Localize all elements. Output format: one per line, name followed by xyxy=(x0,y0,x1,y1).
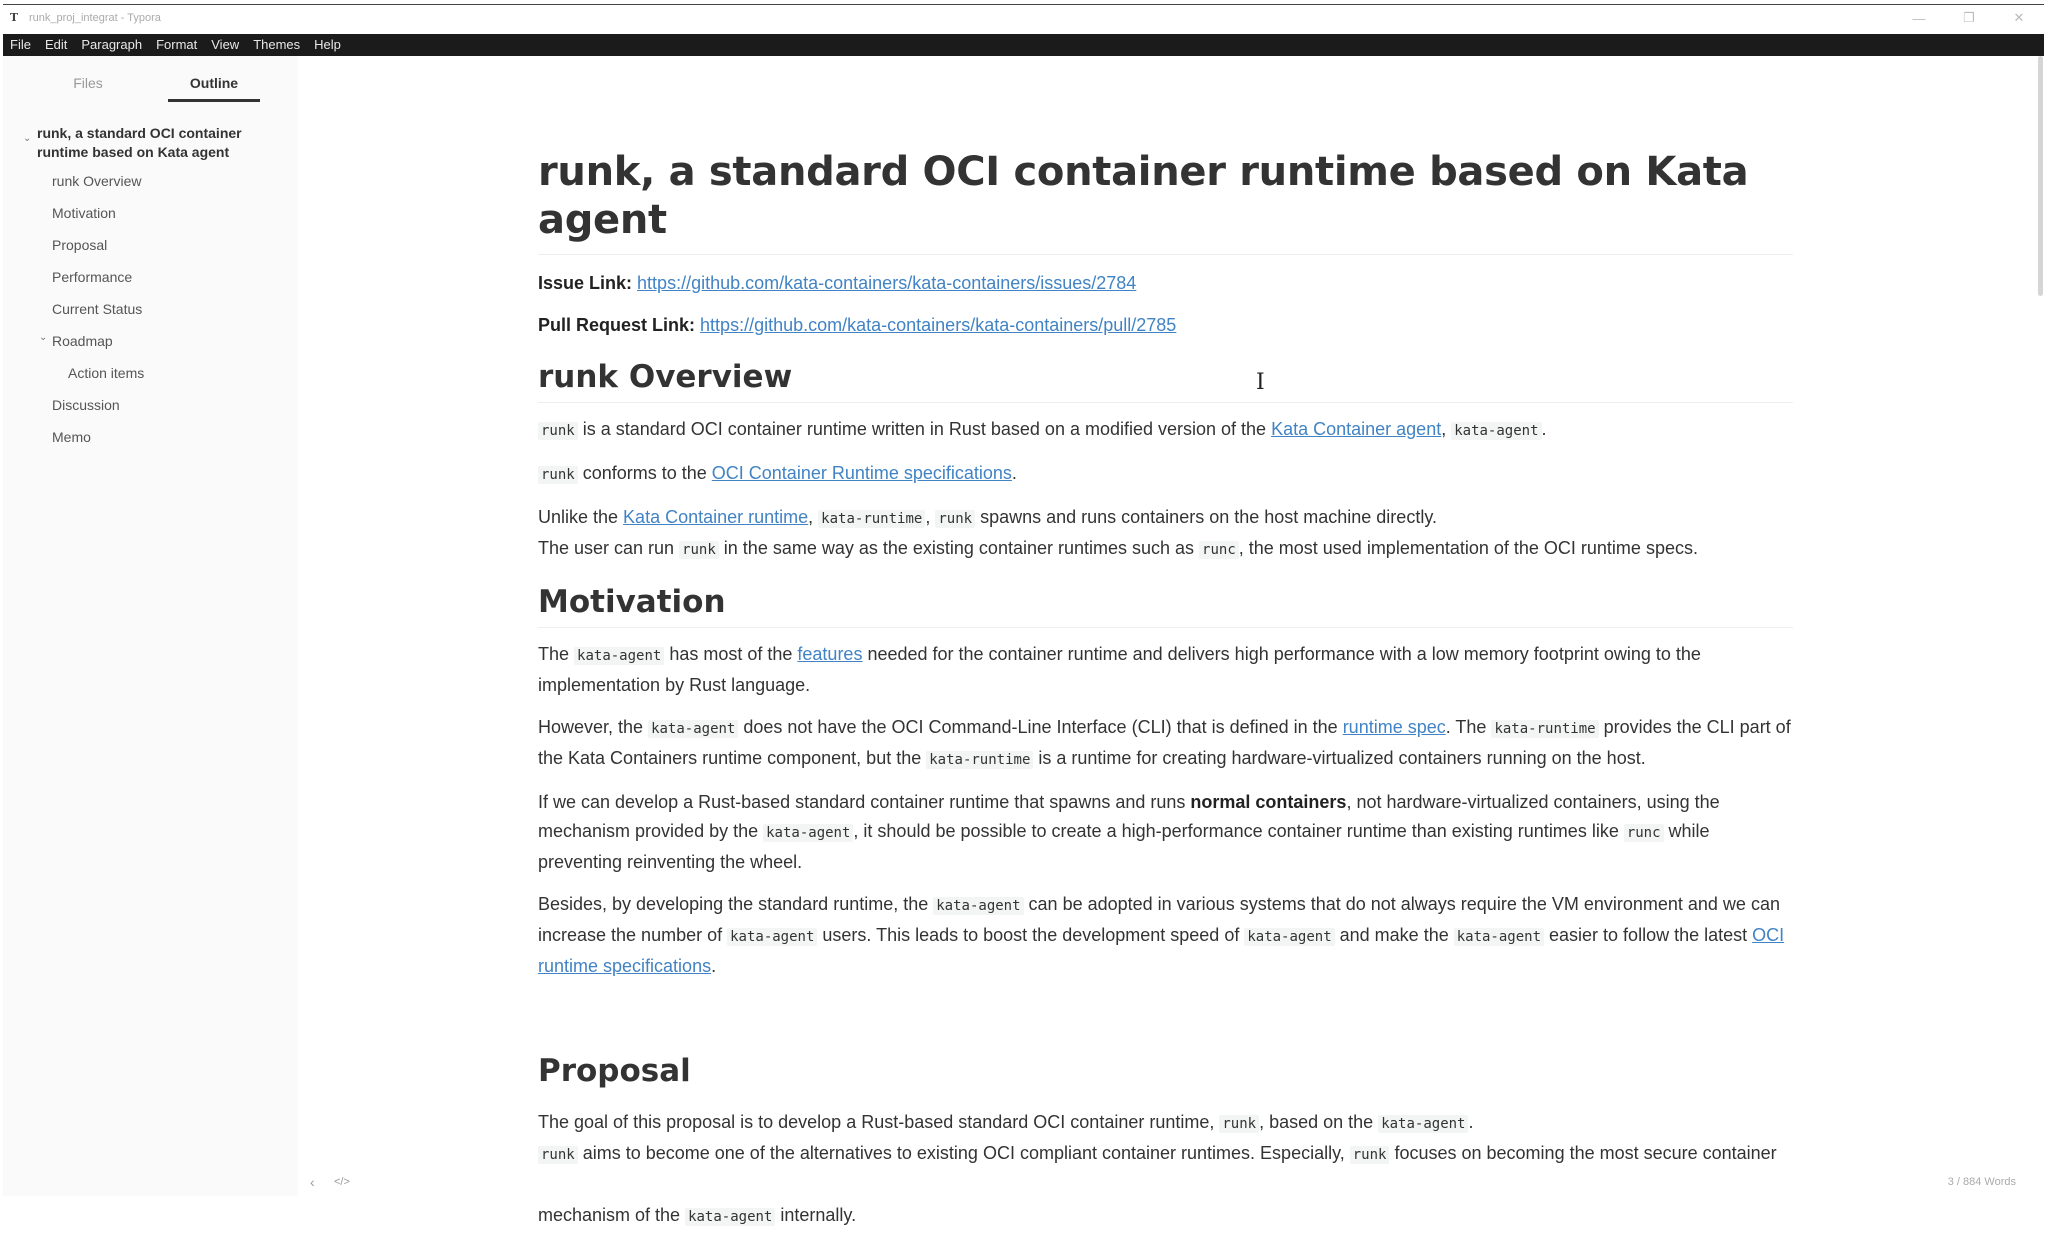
inline-code: kata-agent xyxy=(648,720,738,738)
inline-code: kata-runtime xyxy=(1491,720,1598,738)
scroll-thumb[interactable] xyxy=(2038,56,2043,296)
text: can be adopted in various systems that do not always require the VM environment and we can increase the number of xyxy=(538,894,1780,945)
text: is a standard OCI container runtime written in Rust based on a modified version of the xyxy=(577,419,1272,439)
link-features[interactable]: features xyxy=(797,644,863,664)
text: and make the xyxy=(1334,925,1454,945)
outline-item-performance[interactable]: Performance xyxy=(52,269,133,285)
inline-code: kata-agent xyxy=(933,897,1023,915)
text: , based on the xyxy=(1259,1112,1379,1132)
text: users. This leads to boost the development speed of xyxy=(817,925,1245,945)
menu-paragraph[interactable]: Paragraph xyxy=(81,37,143,52)
source-code-mode-icon[interactable]: </> xyxy=(334,1176,350,1188)
close-icon[interactable]: ✕ xyxy=(2013,10,2025,25)
issue-link-line xyxy=(538,269,1793,298)
outline-item-current-status[interactable]: Current Status xyxy=(52,301,143,317)
paragraph xyxy=(538,534,1793,565)
app-window xyxy=(3,4,2044,1225)
menu-file[interactable]: File xyxy=(10,37,31,52)
text: . xyxy=(1011,463,1017,483)
outline-item-memo[interactable]: Memo xyxy=(52,429,91,445)
inline-code: kata-agent xyxy=(1454,928,1544,946)
inline-code: kata-runtime xyxy=(818,510,925,528)
word-count[interactable]: 3 / 884 Words xyxy=(1947,1176,2016,1188)
text: The user can run xyxy=(538,538,680,558)
menu-view[interactable]: View xyxy=(211,37,240,52)
link-kata-runtime[interactable]: Kata Container runtime xyxy=(623,507,809,527)
inline-code: runk xyxy=(538,466,578,484)
text: . xyxy=(711,956,717,976)
outline-item-motivation[interactable]: Motivation xyxy=(52,205,116,221)
text: Besides, by developing the standard runtime, the xyxy=(538,894,934,914)
text: aims to become one of the alternatives to existing OCI compliant container runtimes. Especially, xyxy=(577,1143,1350,1163)
link-runtime-spec[interactable]: runtime spec xyxy=(1342,717,1446,737)
text: has most of the xyxy=(664,644,798,664)
menu-bar xyxy=(3,34,2044,56)
link-oci-runtime-spec[interactable]: OCI runtime specifications xyxy=(538,925,1785,976)
link-oci-spec[interactable]: OCI Container Runtime specifications xyxy=(711,463,1012,483)
restore-icon[interactable]: ❐ xyxy=(1963,10,1975,25)
paragraph xyxy=(538,1108,1793,1139)
inline-code: runk xyxy=(679,541,719,559)
outline-item-title[interactable]: runk, a standard OCI container runtime based on Kata agent xyxy=(37,125,242,160)
chevron-down-icon[interactable]: ⌄ xyxy=(23,133,32,144)
inline-code: kata-agent xyxy=(1451,422,1541,440)
outline-item-action-items[interactable]: Action items xyxy=(68,365,145,381)
document[interactable] xyxy=(538,140,1793,1245)
window-title: runk_proj_integrat - Typora xyxy=(29,12,161,24)
issue-link-label: Issue Link: xyxy=(538,273,633,293)
status-bar xyxy=(298,1170,2038,1196)
sidebar-tabs xyxy=(3,70,298,102)
spacer xyxy=(538,994,1793,1034)
inline-code: runk xyxy=(538,1146,578,1164)
inline-code: kata-agent xyxy=(1378,1115,1468,1133)
inline-code: kata-agent xyxy=(727,928,817,946)
window-controls xyxy=(1894,5,2044,31)
text: , not hardware-virtualized containers, using the mechanism provided by the xyxy=(538,792,1720,841)
text: internally. xyxy=(775,1205,857,1225)
scrollbar[interactable] xyxy=(2038,56,2044,1196)
text: . The xyxy=(1445,717,1492,737)
text: is a runtime for creating hardware-virtualized containers running on the host. xyxy=(1033,748,1646,768)
text-cursor-icon: I xyxy=(1256,370,1265,395)
text: , xyxy=(1441,419,1452,439)
text: easier to follow the latest xyxy=(1544,925,1753,945)
text: The goal of this proposal is to develop a Rust-based standard OCI container runtime, xyxy=(538,1112,1220,1132)
inline-code: kata-agent xyxy=(685,1208,775,1226)
tab-files[interactable]: Files xyxy=(73,75,103,91)
text: The xyxy=(538,644,575,664)
text: does not have the OCI Command-Line Interface (CLI) that is defined in the xyxy=(738,717,1343,737)
text: . xyxy=(1541,419,1547,439)
text: needed for the container runtime and delivers high performance with a low memory footprint owing to the implementation by Rust language. xyxy=(538,644,1701,695)
inline-code: runc xyxy=(1624,824,1664,842)
pr-link[interactable]: https://github.com/kata-containers/kata-containers/pull/2785 xyxy=(700,315,1177,335)
heading-motivation: Motivation xyxy=(538,583,1793,628)
pr-link-line xyxy=(538,311,1793,340)
text: If we can develop a Rust-based standard container runtime that spawns and runs xyxy=(538,792,1191,812)
title-bar xyxy=(3,5,2044,31)
outline-item-discussion[interactable]: Discussion xyxy=(52,397,120,413)
text: spawns and runs containers on the host machine directly. xyxy=(975,507,1437,527)
typora-logo-icon: T xyxy=(9,11,19,24)
paragraph xyxy=(538,503,1793,534)
chevron-down-icon[interactable]: ⌄ xyxy=(39,332,48,343)
paragraph xyxy=(538,713,1793,775)
text: provides the CLI part of the Kata Containers runtime component, but the xyxy=(538,717,1791,768)
bold-text: normal containers xyxy=(1190,792,1347,812)
inline-code: runk xyxy=(538,422,578,440)
heading-overview: runk Overview xyxy=(538,358,1793,403)
minimize-icon[interactable]: — xyxy=(1912,10,1926,26)
menu-themes[interactable]: Themes xyxy=(253,37,301,52)
pr-link-label: Pull Request Link: xyxy=(538,315,696,335)
menu-help[interactable]: Help xyxy=(314,37,341,52)
menu-format[interactable]: Format xyxy=(156,37,198,52)
outline-item-roadmap[interactable]: Roadmap xyxy=(52,333,113,349)
paragraph xyxy=(538,640,1793,700)
heading-proposal: Proposal xyxy=(538,1053,691,1089)
text: , xyxy=(808,507,819,527)
text: However, the xyxy=(538,717,649,737)
paragraph xyxy=(538,788,1793,877)
paragraph xyxy=(538,415,1793,446)
outline-item-proposal[interactable]: Proposal xyxy=(52,237,108,253)
inline-code: runk xyxy=(1219,1115,1259,1133)
text: , the most used implementation of the OCI runtime specs. xyxy=(1238,538,1698,558)
inline-code: runk xyxy=(1350,1146,1390,1164)
issue-link[interactable]: https://github.com/kata-containers/kata-containers/issues/2784 xyxy=(637,273,1137,293)
document-title: runk, a standard OCI container runtime based on Kata agent xyxy=(538,140,1793,255)
outline-item-overview[interactable]: runk Overview xyxy=(52,173,142,189)
toggle-sidebar-icon[interactable]: ‹ xyxy=(310,1174,315,1190)
paragraph xyxy=(538,459,1793,490)
sidebar xyxy=(3,56,298,1196)
text: while preventing reinventing the wheel. xyxy=(538,821,1710,872)
inline-code: runc xyxy=(1199,541,1239,559)
link-kata-agent[interactable]: Kata Container agent xyxy=(1271,419,1442,439)
paragraph xyxy=(538,890,1793,981)
text: Unlike the xyxy=(538,507,624,527)
text: conforms to the xyxy=(577,463,712,483)
text: mechanism of the xyxy=(538,1205,681,1225)
text: , it should be possible to create a high-performance container runtime than existing runtimes like xyxy=(853,821,1624,841)
text: , xyxy=(925,507,936,527)
inline-code: kata-runtime xyxy=(926,751,1033,769)
text: focuses on becoming the most secure container xyxy=(1394,1143,1777,1163)
inline-code: kata-agent xyxy=(763,824,853,842)
inline-code: kata-agent xyxy=(1244,928,1334,946)
tab-outline[interactable]: Outline xyxy=(168,70,260,102)
inline-code: runk xyxy=(935,510,975,528)
menu-edit[interactable]: Edit xyxy=(44,37,68,52)
text: . xyxy=(1468,1112,1474,1132)
inline-code: kata-agent xyxy=(574,647,664,665)
text: in the same way as the existing container runtimes such as xyxy=(718,538,1200,558)
